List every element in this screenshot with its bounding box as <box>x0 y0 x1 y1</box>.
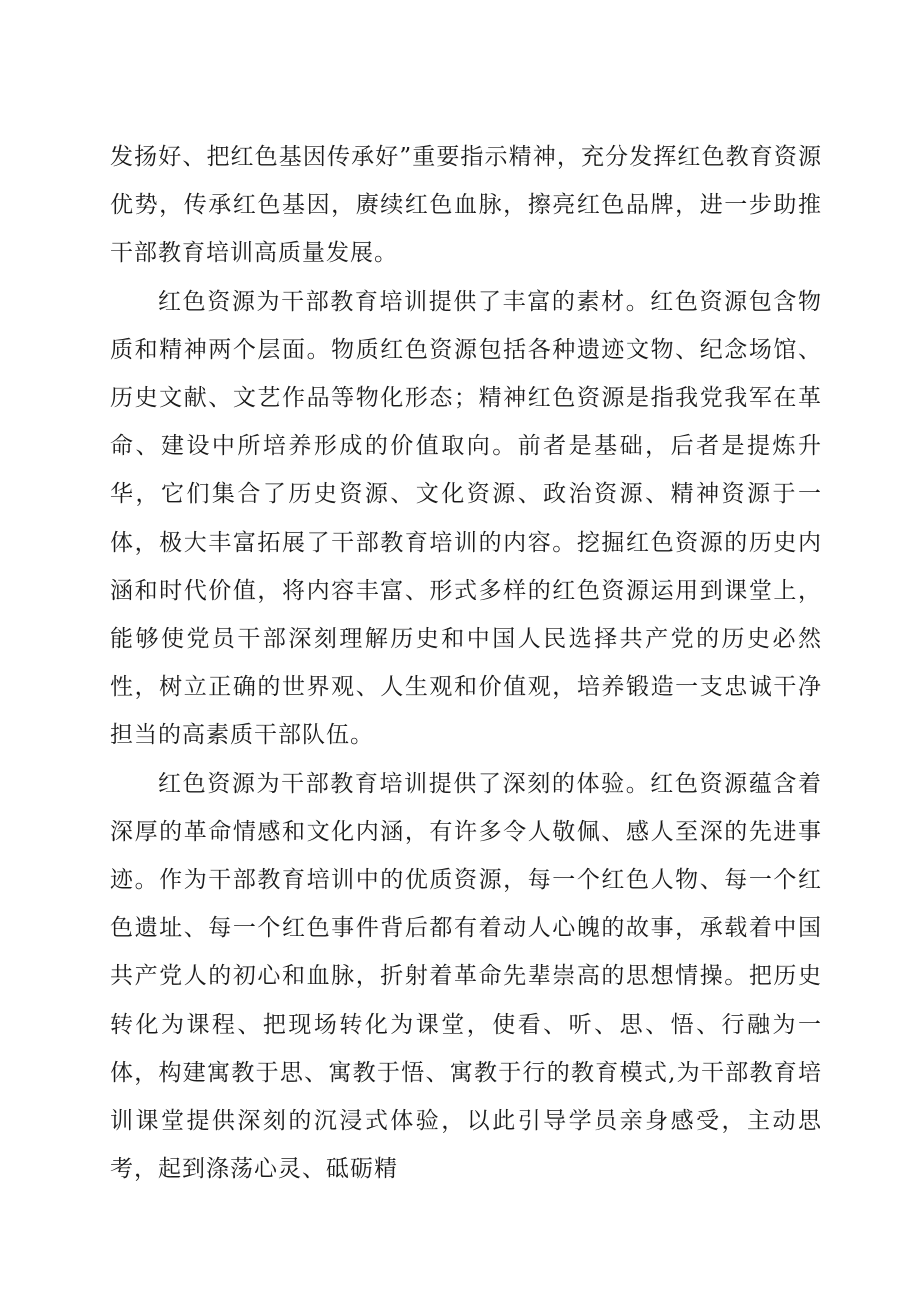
paragraph-red-resources-materials: 红色资源为干部教育培训提供了丰富的素材。红色资源包含物质和精神两个层面。物质红色资源包括各种遗迹文物、纪念场馆、历史文献、文艺作品等物化形态；精神红色资源是指我党我军在革命、建设中所培养形成的价值取向。前者是基础，后者是提炼升华，它们集合了历史资源、文化资源、政治资源、精神资源于一体，极大丰富拓展了干部教育培训的内容。挖掘红色资源的历史内涵和时代价值，将内容丰富、形式多样的红色资源运用到课堂上，能够使党员干部深刻理解历史和中国人民选择共产党的历史必然性，树立正确的世界观、人生观和价值观，培养锻造一支忠诚干净担当的高素质干部队伍。 <box>110 288 822 749</box>
document-body <box>110 133 822 1193</box>
paragraph-red-resources-experience: 红色资源为干部教育培训提供了深刻的体验。红色资源蕴含着深厚的革命情感和文化内涵，有许多令人敬佩、感人至深的先进事迹。作为干部教育培训中的优质资源，每一个红色人物、每一个红色遗址、每一个红色事件背后都有着动人心魄的故事，承载着中国共产党人的初心和血脉，折射着革命先辈崇高的思想情操。把历史转化为课程、把现场转化为课堂，使看、听、思、悟、行融为一体，构建寓教于思、寓教于悟、寓教于行的教育模式,为干部教育培训课堂提供深刻的沉浸式体验，以此引导学员亲身感受，主动思考，起到涤荡心灵、砥砺精 <box>110 770 822 1183</box>
paragraph-continuation: 发扬好、把红色基因传承好”重要指示精神，充分发挥红色教育资源优势，传承红色基因，赓续红色血脉，擦亮红色品牌，进一步助推干部教育培训高质量发展。 <box>110 144 822 267</box>
